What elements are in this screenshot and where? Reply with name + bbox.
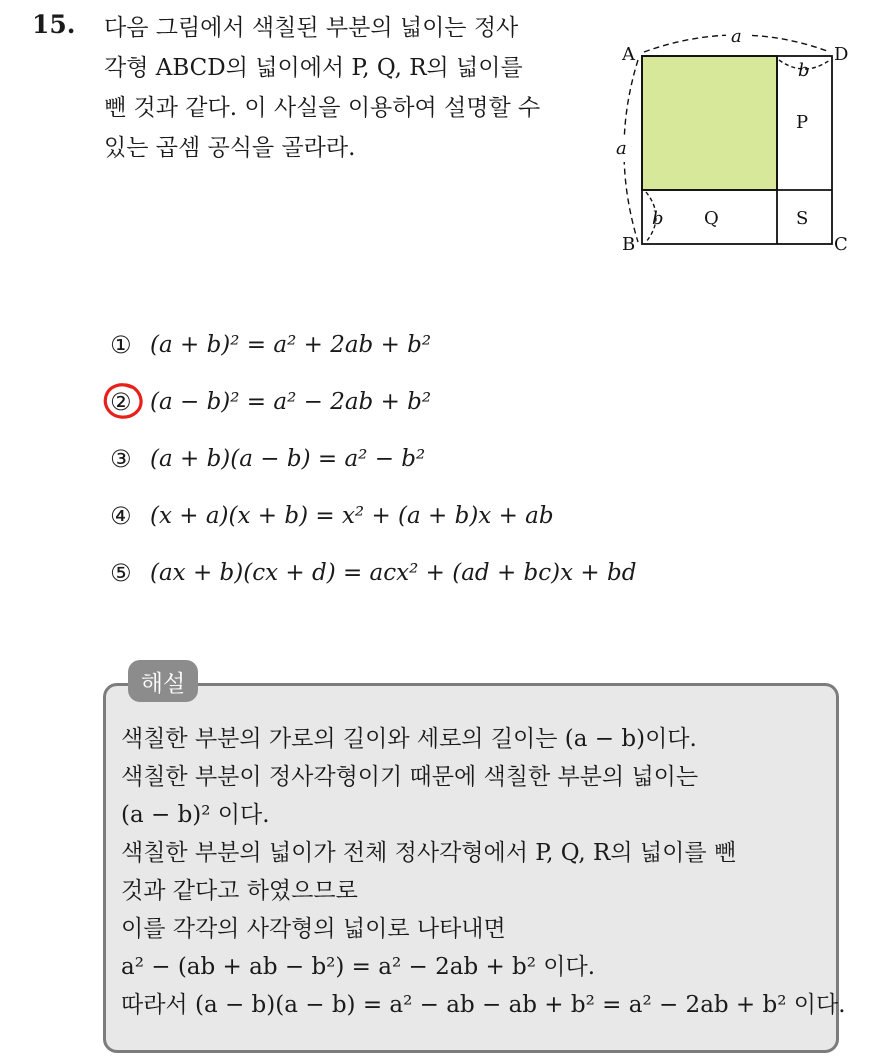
choice-4[interactable] — [110, 487, 636, 544]
solution-tab: 해설 — [128, 660, 198, 702]
shaded-square — [642, 56, 777, 190]
length-label-b-top: b — [798, 60, 810, 81]
vertex-label-c: C — [834, 234, 848, 255]
region-label-s: S — [796, 208, 809, 229]
solution-line: 색칠한 부분의 가로의 길이와 세로의 길이는 (a − b)이다. — [121, 726, 697, 752]
length-label-a-left: a — [616, 138, 627, 159]
length-label-b-left: b — [652, 208, 664, 229]
solution-line: a² − (ab + ab − b²) = a² − 2ab + b² 이다. — [121, 954, 596, 980]
vertex-label-d: D — [834, 44, 849, 65]
choice-1[interactable] — [110, 316, 636, 373]
choice-formula: (ax + b)(cx + d) = acx² + (ad + bc)x + bd — [150, 559, 637, 586]
solution-text — [121, 720, 846, 1024]
choice-formula: (a + b)(a − b) = a² − b² — [150, 445, 426, 472]
choice-marker: ① — [110, 330, 132, 359]
choice-marker: ⑤ — [110, 558, 132, 587]
answer-choices — [110, 316, 636, 601]
question-line: 각형 ABCD의 넓이에서 P, Q, R의 넓이를 — [104, 55, 523, 81]
solution-line: 색칠한 부분이 정사각형이기 때문에 색칠한 부분의 넓이는 — [121, 764, 699, 790]
solution-line: 따라서 (a − b)(a − b) = a² − ab − ab + b² = a² − 2ab + b² 이다. — [121, 992, 846, 1018]
choice-3[interactable] — [110, 430, 636, 487]
square-figure — [608, 18, 858, 258]
length-label-a-top: a — [731, 26, 742, 47]
solution-line: (a − b)² 이다. — [121, 802, 270, 828]
choice-formula: (x + a)(x + b) = x² + (a + b)x + ab — [150, 502, 554, 529]
choice-marker: ② — [110, 387, 132, 416]
solution-line: 것과 같다고 하였으므로 — [121, 878, 358, 904]
choice-formula: (a + b)² = a² + 2ab + b² — [150, 331, 432, 358]
question-line: 다음 그림에서 색칠된 부분의 넓이는 정사 — [104, 15, 519, 41]
choice-marker: ③ — [110, 444, 132, 473]
region-label-p: P — [796, 112, 809, 133]
solution-line: 이를 각각의 사각형의 넓이로 나타내면 — [121, 916, 506, 942]
choice-formula: (a − b)² = a² − 2ab + b² — [150, 388, 432, 415]
question-text — [104, 8, 596, 168]
choice-5[interactable] — [110, 544, 636, 601]
solution-line: 색칠한 부분의 넓이가 전체 정사각형에서 P, Q, R의 넓이를 뺀 — [121, 840, 737, 866]
vertex-label-a: A — [622, 44, 635, 65]
choice-marker: ④ — [110, 501, 132, 530]
choice-2[interactable] — [110, 373, 636, 430]
region-label-q: Q — [704, 208, 719, 229]
question-number: 15. — [32, 10, 76, 39]
question-line: 있는 곱셈 공식을 골라라. — [104, 135, 356, 161]
question-line: 뺀 것과 같다. 이 사실을 이용하여 설명할 수 — [104, 95, 541, 121]
vertex-label-b: B — [622, 234, 636, 255]
